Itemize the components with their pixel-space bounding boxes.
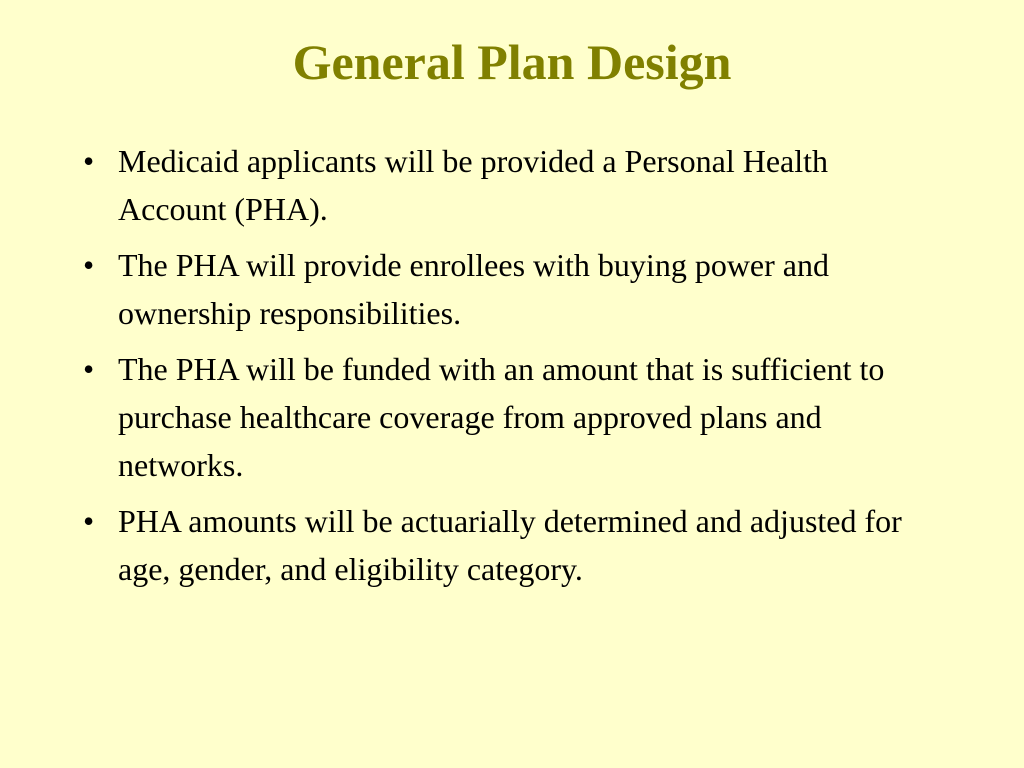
- bullet-item: [80, 345, 930, 489]
- slide-title: General Plan Design: [292, 34, 732, 90]
- bullet-text: The PHA will provide enrollees with buying power and ownership responsibilities.: [118, 247, 829, 331]
- bullet-icon: •: [83, 143, 95, 179]
- bullet-text: Medicaid applicants will be provided a Personal Health Account (PHA).: [118, 143, 829, 227]
- bullet-icon: •: [83, 503, 95, 539]
- bullet-icon: •: [83, 247, 95, 283]
- bullet-list: [80, 137, 930, 601]
- bullet-text: The PHA will be funded with an amount that is sufficient to purchase healthcare coverage from approved plans and networks.: [118, 351, 885, 483]
- bullet-item: [80, 241, 930, 337]
- bullet-item: [80, 137, 930, 233]
- bullet-item: [80, 497, 930, 593]
- bullet-icon: •: [83, 351, 95, 387]
- bullet-text: PHA amounts will be actuarially determined and adjusted for age, gender, and eligibility category.: [118, 503, 902, 587]
